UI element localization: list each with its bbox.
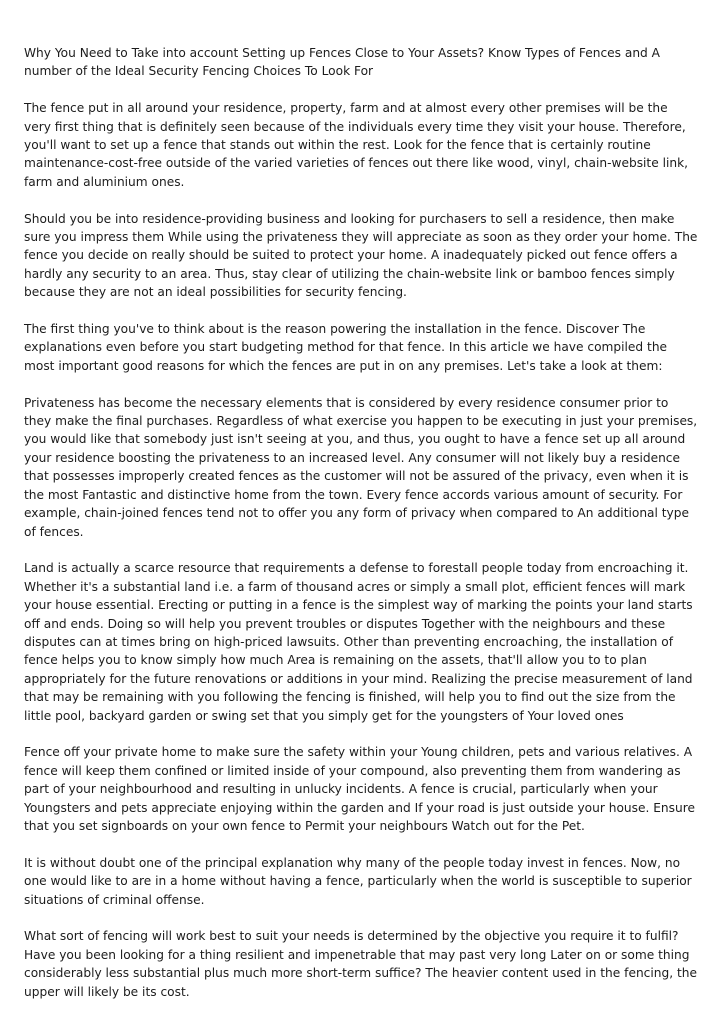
body-paragraph: The first thing you've to think about is the reason powering the installation in the fence. Discover The explanations even before you start budgeting method for that fence. In this article we have compiled the most important good reasons for which the fences are put in on any premises. Let's take a look at them:: [24, 322, 668, 373]
body-paragraph: What sort of fencing will work best to suit your needs is determined by the objective you require it to fulfil? Have you been looking for a thing resilient and impenetrable that may past very long Later on or some thing considerably less substantial plus much more short-term suffice? The heavier content used in the fencing, the upper will likely be its cost.: [24, 929, 697, 999]
body-paragraph: The fence put in all around your residence, property, farm and at almost every other premises will be the very first thing that is definitely seen because of the individuals every time they visit your house. Therefore, you'll want to set up a fence that stands out within the rest. Look for the fence that is certainly routine maintenance-cost-free outside of the varied varieties of fences out there like wood, vinyl, chain-website link, farm and aluminium ones.: [24, 101, 689, 189]
body-paragraph: Fence off your private home to make sure the safety within your Young children, pets and various relatives. A fence will keep them confined or limited inside of your compound, also preventing them from wandering as part of your neighbourhood and resulting in unlucky incidents. A fence is crucial, particularly when your Youngsters and pets appreciate enjoying within the garden and If your road is just outside your house. Ensure that you set signboards on your own fence to Permit your neighbours Watch out for the Pet.: [24, 745, 695, 833]
body-paragraph: Privateness has become the necessary elements that is considered by every residence consumer prior to they make the final purchases. Regardless of what exercise you happen to be executing in just your premises, you would like that somebody just isn't seeing at you, and thus, you ought to have a fence set up all around your residence boosting the privateness to an increased level. Any consumer will not likely buy a residence that possesses improperly created fences as the customer will not be assured of the privacy, even when it is the most Fantastic and distinctive home from the town. Every fence accords various amount of security. For example, chain-joined fences tend not to offer you any form of privacy when compared to An additional type of fences.: [24, 395, 698, 539]
body-paragraph: Should you be into residence-providing business and looking for purchasers to sell a residence, then make sure you impress them While using the privateness they will appreciate as soon as they order your home. The fence you decide on really should be suited to protect your home. A inadequately picked out fence offers a hardly any security to an area. Thus, stay clear of utilizing the chain-website link or bamboo fences simply because they are not an ideal possibilities for security fencing.: [24, 211, 698, 300]
body-paragraph: It is without doubt one of the principal explanation why many of the people today invest in fences. Now, no one would like to are in a home without having a fence, particularly when the world is susceptible to superior situations of criminal offense.: [24, 855, 692, 907]
body-paragraph: Land is actually a scarce resource that requirements a defense to forestall people today from encroaching it. Whether it's a substantial land i.e. a farm of thousand acres or simply a small plot, efficient fences will mark your house essential. Erecting or putting in a fence is the simplest way of marking the points your land starts off and ends. Doing so will help you prevent troubles or disputes Together with the neighbours and these disputes can at times bring on high-priced lawsuits. Other than preventing encroaching, the installation of fence helps you to know simply how much Area is remaining on the assets, that'll allow you to to plan appropriately for the future renovations or additions in your mind. Realizing the precise measurement of land that may be remaining with you following the fencing is finished, will help you to find out the size from the little pool, backyard garden or swing set that you simply get for the youngsters of Your loved ones: [24, 561, 693, 723]
document-heading-paragraph: Why You Need to Take into account Setting up Fences Close to Your Assets? Know Types of Fences and A number of the Ideal Security Fencing Choices To Look For: [24, 46, 661, 79]
